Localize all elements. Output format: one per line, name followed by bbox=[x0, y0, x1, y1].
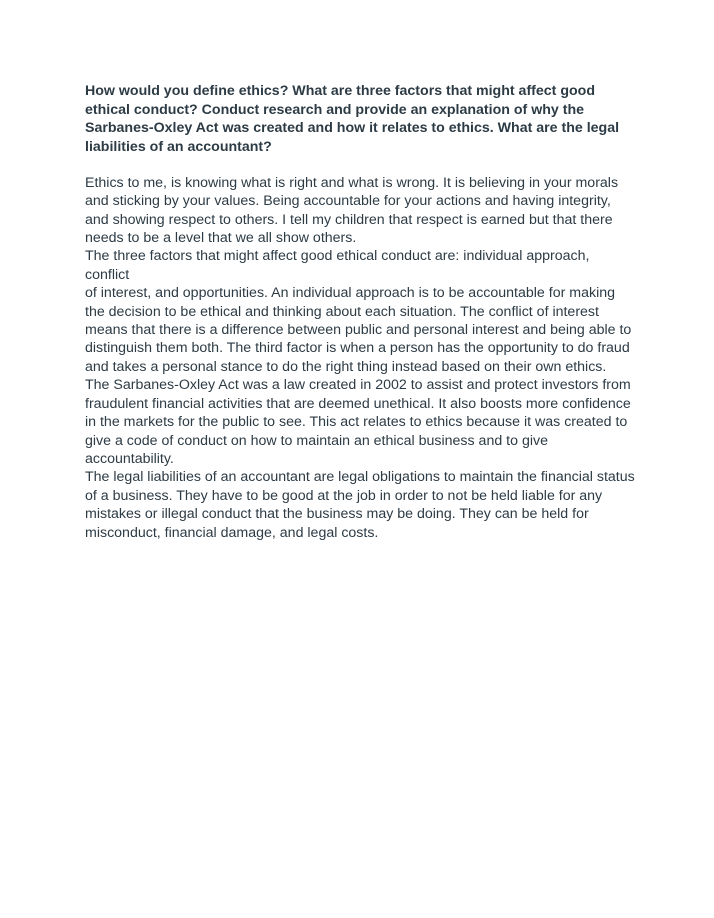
paragraph-ethics-definition: Ethics to me, is knowing what is right and what is wrong. It is believing in your morals and sticking by your values. Being accountable for your actions and having integrity, and showing respect to others. I tell my children that respect is earned but that there needs to be a level that we all show others. bbox=[85, 174, 619, 247]
paragraph-legal-liabilities: The legal liabilities of an accountant are legal obligations to maintain the financial status of a business. They have to be good at the job in order to not be held liable for any mistakes or illegal conduct that the business may be doing. They can be held for misconduct, financial damage, and legal costs. bbox=[85, 469, 635, 541]
answer-section bbox=[85, 174, 635, 542]
paragraph-three-factors: The three factors that might affect good ethical conduct are: individual approach, conflict of interest, and opportunities. An individual approach is to be accountable for making the decision to be ethical and thinking about each situation. The conflict of interest means that there is a difference between public and personal interest and being able to distinguish them both. The third factor is when a person has the opportunity to do fraud and takes a personal stance to do the right thing instead based on their own ethics. bbox=[85, 248, 632, 375]
paragraph-sarbanes-oxley: The Sarbanes-Oxley Act was a law created in 2002 to assist and protect investors from fraudulent financial activities that are deemed unethical. It also boosts more confidence in the markets for the public to see. This act relates to ethics because it was created to give a code of conduct on how to maintain an ethical business and to give accountability. bbox=[85, 377, 631, 467]
question-heading: How would you define ethics? What are three factors that might affect good ethical conduct? Conduct research and provide an explanation of why the Sarbanes-Oxley Act was created and how it relates to ethics. What are the legal liabilities of an accountant? bbox=[85, 83, 620, 156]
document-body bbox=[85, 82, 635, 542]
